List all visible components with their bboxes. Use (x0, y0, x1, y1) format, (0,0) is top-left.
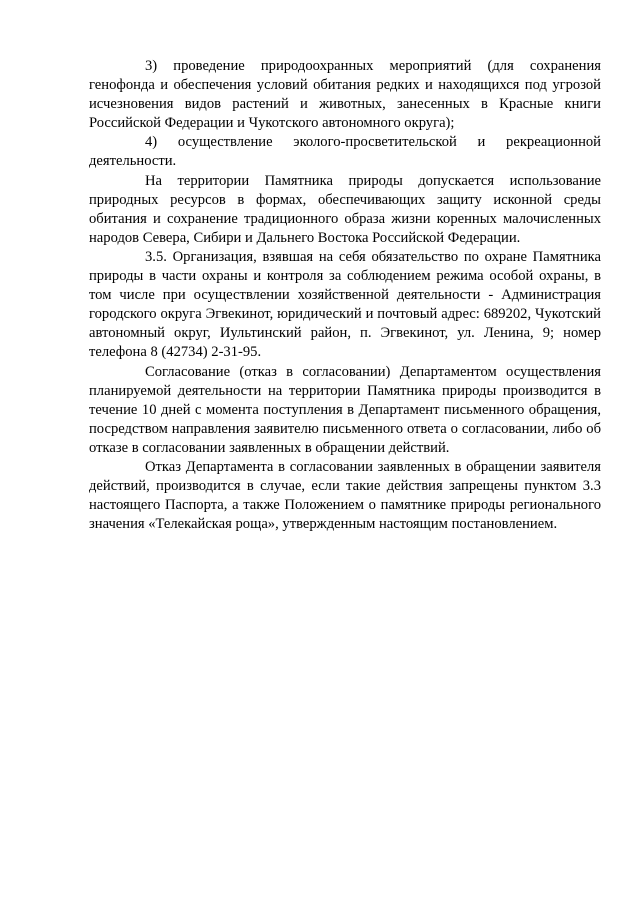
paragraph-approval: Согласование (отказ в согласовании) Департаментом осуществления планируемой деятельности на территории Памятника природы производится в течение 10 дней с момента поступления в Департамент письменного обращения, посредством направления заявителю письменного ответа о согласовании, либо об отказе в согласовании заявленных в обращении действий. (89, 363, 601, 456)
paragraph-section-3-5: 3.5. Организация, взявшая на себя обязательство по охране Памятника природы в части охраны и контроля за соблюдением режима особой охраны, в том числе при осуществлении хозяйственной деятельности - Администрация городского округа Эгвекинот, юридический и почтовый адрес: 689202, Чукотский автономный округ, Иультинский район, п. Эгвекинот, ул. Ленина, 9; номер телефона 8 (42734) 2-31-95. (89, 248, 601, 361)
paragraph-refusal: Отказ Департамента в согласовании заявленных в обращении заявителя действий, производится в случае, если такие действия запрещены пунктом 3.3 настоящего Паспорта, а также Положением о памятнике природы регионального значения «Телекайская роща», утвержденным настоящим постановлением. (89, 458, 601, 533)
paragraph-resource-use: На территории Памятника природы допускается использование природных ресурсов в формах, обеспечивающих защиту исконной среды обитания и сохранение традиционного образа жизни коренных малочисленных народов Севера, Сибири и Дальнего Востока Российской Федерации. (89, 172, 601, 246)
paragraph-item-4: 4) осуществление эколого-просветительской и рекреационной деятельности. (89, 134, 601, 170)
paragraph-item-3: 3) проведение природоохранных мероприятий (для сохранения генофонда и обеспечения условий обитания редких и находящихся под угрозой исчезновения видов растений и животных, занесенных в Красные книги Российской Федерации и Чукотского автономного округа); (89, 58, 601, 132)
document-body (89, 57, 601, 534)
